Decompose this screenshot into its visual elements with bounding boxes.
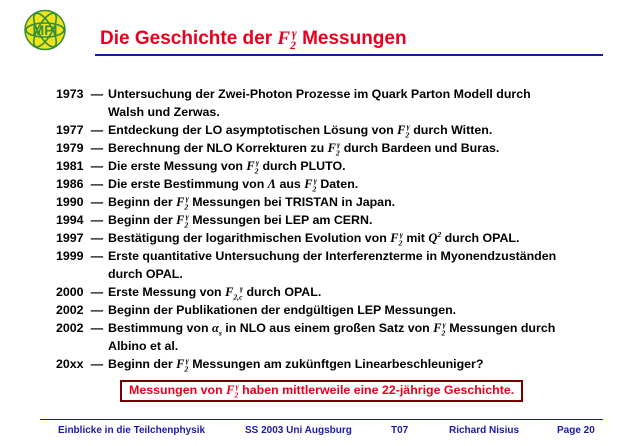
entry-text: Beginn der $F_2^\gamma$ Messungen bei LEP am CERN. xyxy=(108,211,373,230)
entry-dash: — xyxy=(90,141,104,155)
entry-dash: — xyxy=(90,213,104,227)
formula: $F_2^\gamma$ xyxy=(390,229,403,248)
timeline-entry xyxy=(56,121,616,139)
entry-year: 1990 xyxy=(56,195,84,209)
entry-dash: — xyxy=(90,87,104,101)
formula: $F_{2,c}^\gamma$ xyxy=(225,283,244,302)
entry-year: 1977 xyxy=(56,123,84,137)
entry-dash: — xyxy=(90,321,104,335)
entry-text: Erste quantitative Untersuchung der Interferenzterme in Myonendzuständen durch OPAL. xyxy=(108,249,557,281)
formula: $Q^2$ xyxy=(428,229,442,245)
entry-dash: — xyxy=(90,285,104,299)
title-text-after: Messungen xyxy=(302,28,407,49)
summary-formula: $F_2^\gamma$ xyxy=(226,381,239,400)
formula: $F_2^\gamma$ xyxy=(397,121,410,140)
entry-continuation: Walsh und Zerwas. xyxy=(108,105,220,119)
entry-year: 2002 xyxy=(56,303,84,317)
title-rule xyxy=(95,54,603,56)
formula: $F_2^\gamma$ xyxy=(176,193,189,212)
formula: $F_2^\gamma$ xyxy=(433,319,446,338)
formula: $F_2^\gamma$ xyxy=(304,175,317,194)
formula: $F_2^\gamma$ xyxy=(327,139,341,158)
entry-dash: — xyxy=(90,303,104,317)
entry-text: Die erste Bestimmung von Λ aus $F_2^\gamma$ Daten. xyxy=(108,175,359,194)
entry-year: 20xx xyxy=(56,357,84,371)
footer-course: Einblicke in die Teilchenphysik xyxy=(58,425,206,436)
formula: $F_2^\gamma$ xyxy=(246,157,260,176)
entry-text: Bestätigung der logarithmischen Evolution von $F_2^\gamma$ mit $Q^2$ durch OPAL. xyxy=(108,229,520,248)
entry-text: Beginn der $F_2^\gamma$ Messungen bei TRISTAN in Japan. xyxy=(108,193,396,212)
footer-code: T07 xyxy=(391,425,409,436)
logo-text: MPI xyxy=(32,22,58,38)
entry-dash: — xyxy=(90,195,104,209)
entry-text: Bestimmung von $\alpha_s$ in NLO aus einem großen Satz von $F_2^\gamma$ Messungen durch Albino et al. xyxy=(108,319,556,353)
formula: $\alpha_s$ xyxy=(211,321,222,338)
summary-text-after: haben mittlerweile eine 22-jährige Geschichte. xyxy=(242,383,515,397)
timeline-entry xyxy=(56,355,616,373)
timeline-entry xyxy=(56,211,616,229)
footer-rule xyxy=(40,419,603,420)
entry-text: Beginn der $F_2^\gamma$ Messungen am zukünftgen Linearbeschleuniger? xyxy=(108,355,484,374)
page-title xyxy=(100,28,407,50)
formula: $F_2^\gamma$ xyxy=(176,211,189,230)
entry-continuation: durch OPAL. xyxy=(108,267,183,281)
entry-dash: — xyxy=(90,249,104,263)
summary-box xyxy=(120,380,523,402)
entry-dash: — xyxy=(90,159,104,173)
entry-year: 1997 xyxy=(56,231,84,245)
entry-dash: — xyxy=(90,123,104,137)
entry-year: 1981 xyxy=(56,159,84,173)
entry-text: Untersuchung der Zwei-Photon Prozesse im Quark Parton Modell durch Walsh und Zerwas. xyxy=(108,87,531,119)
mpi-logo xyxy=(22,8,68,52)
entry-year: 2002 xyxy=(56,321,84,335)
entry-text: Die erste Messung von $F_2^\gamma$ durch PLUTO. xyxy=(108,157,346,176)
timeline-entry xyxy=(56,229,616,247)
formula: $F_2^\gamma$ xyxy=(176,355,189,374)
entry-text: Erste Messung von $F_{2,c}^\gamma$ durch OPAL. xyxy=(108,283,322,302)
entry-continuation: Albino et al. xyxy=(108,339,179,353)
entry-year: 1999 xyxy=(56,249,84,263)
footer-page-number: Page 20 xyxy=(557,425,595,436)
footer-author: Richard Nisius xyxy=(449,425,520,436)
entry-dash: — xyxy=(90,177,104,191)
timeline-entry xyxy=(56,175,616,193)
entry-year: 1994 xyxy=(56,213,84,227)
timeline-entry xyxy=(56,283,616,301)
timeline-entry xyxy=(56,319,616,355)
entry-dash: — xyxy=(90,357,104,371)
title-formula: $F_2^\gamma$ xyxy=(277,26,297,52)
entry-text: Beginn der Publikationen der endgültigen LEP Messungen. xyxy=(108,303,457,317)
entry-year: 1986 xyxy=(56,177,84,191)
entry-year: 1979 xyxy=(56,141,84,155)
entry-year: 1973 xyxy=(56,87,84,101)
timeline-list xyxy=(56,85,616,373)
entry-dash: — xyxy=(90,231,104,245)
timeline-entry xyxy=(56,301,616,319)
entry-text: Berechnung der NLO Korrekturen zu $F_2^\gamma$ durch Bardeen und Buras. xyxy=(108,139,500,158)
entry-text: Entdeckung der LO asymptotischen Lösung von $F_2^\gamma$ durch Witten. xyxy=(108,121,493,140)
formula: Λ xyxy=(267,177,277,191)
timeline-entry xyxy=(56,157,616,175)
timeline-entry xyxy=(56,193,616,211)
timeline-entry xyxy=(56,85,616,121)
timeline-entry xyxy=(56,139,616,157)
entry-year: 2000 xyxy=(56,285,84,299)
timeline-entry xyxy=(56,247,616,283)
footer-semester: SS 2003 Uni Augsburg xyxy=(245,425,352,436)
title-text-before: Die Geschichte der xyxy=(100,28,273,49)
summary-text-before: Messungen von xyxy=(129,383,223,397)
